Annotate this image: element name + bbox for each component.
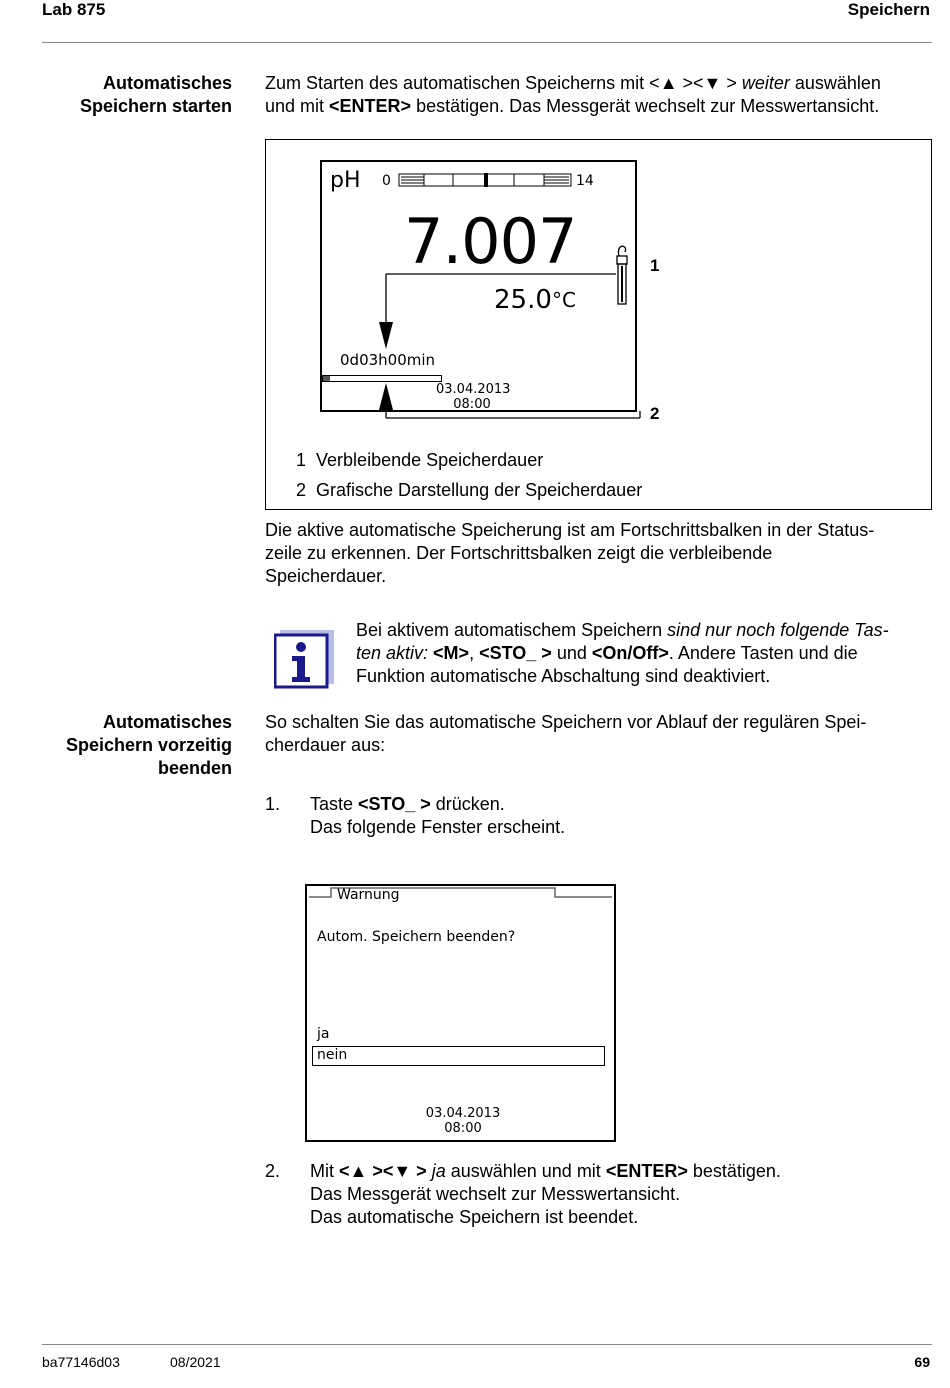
dialog-datetime: 03.04.2013 08:00: [425, 1106, 501, 1136]
measured-value: 7.007: [404, 205, 577, 278]
temperature-unit: °C: [552, 288, 576, 312]
header-right: Speichern: [847, 0, 930, 19]
footer-rule: [42, 1344, 932, 1345]
unit-label: pH: [330, 168, 361, 193]
step-2: Mit <▲ ><▼ > ja auswählen und mit <ENTER> bestätigen. Das Messgerät wechselt zur Messwertansicht. Das automatische Speichern ist beendet.: [310, 1161, 781, 1227]
scale-min: 0: [382, 173, 391, 189]
side-heading-stop: Automatisches Speichern vorzeitig beenden: [65, 712, 232, 778]
temperature-value: 25.0: [494, 285, 552, 315]
info-note: Bei aktivem automatischem Speichern sind nur noch folgende Tas- ten aktiv: <M>, <STO_ > und <On/Off>. Andere Tasten und die Funktion automatische Abschaltung sind deaktiviert.: [356, 620, 889, 686]
dialog-option-nein-selected[interactable]: [312, 1046, 605, 1066]
header-rule: [42, 42, 932, 43]
ph-scale-bar: [398, 170, 574, 190]
callout-2: 2: [650, 404, 660, 423]
progress-fill: [323, 376, 330, 381]
callout-1: 1: [650, 256, 660, 275]
header-left: Lab 875: [42, 0, 106, 19]
callout-lines: [370, 265, 650, 425]
legend-item-1: 1 Verbleibende Speicherdauer: [296, 450, 544, 470]
status-paragraph: Die aktive automatische Speicherung ist am Fortschrittsbalken in der Status- zeile zu erkennen. Der Fortschrittsbalken zeigt die verbleibende Speicherdauer.: [265, 520, 875, 586]
info-icon: [274, 630, 334, 690]
status-datetime: 03.04.2013 08:00: [436, 382, 511, 412]
footer-date: 08/2021: [170, 1354, 221, 1370]
dialog-message: Autom. Speichern beenden?: [317, 929, 516, 945]
section2-intro: So schalten Sie das automatische Speichern vor Ablauf der regulären Spei- cherdauer aus:: [265, 712, 867, 755]
step-1-number: 1.: [265, 794, 281, 814]
step-1: Taste <STO_ > drücken. Das folgende Fenster erscheint.: [310, 794, 566, 837]
section1-paragraph: Zum Starten des automatischen Speicherns mit <▲ ><▼ > weiter auswählen und mit <ENTER> bestätigen. Das Messgerät wechselt zur Messwertansicht.: [265, 73, 881, 116]
scale-max: 14: [576, 173, 594, 189]
warning-dialog: [305, 884, 616, 1142]
page-number: 69: [914, 1354, 930, 1370]
dialog-option-ja[interactable]: ja: [317, 1026, 330, 1042]
dialog-title: Warnung: [337, 887, 400, 903]
step-2-number: 2.: [265, 1161, 281, 1181]
legend-item-2: 2 Grafische Darstellung der Speicherdauer: [296, 480, 643, 500]
remaining-duration: 0d03h00min: [340, 351, 436, 369]
dialog-option-nein: nein: [317, 1047, 348, 1063]
side-heading-start: Automatisches Speichern starten: [79, 73, 232, 116]
footer-doc-id: ba77146d03: [42, 1354, 120, 1370]
